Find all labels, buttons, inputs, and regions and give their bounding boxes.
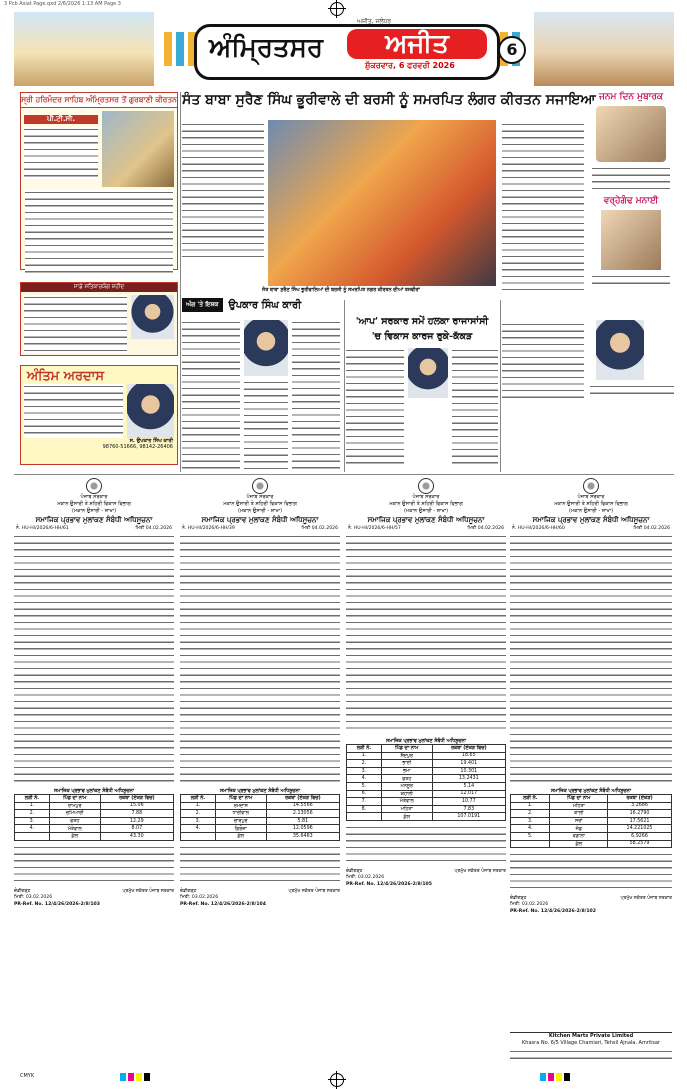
masthead-logo <box>194 18 500 80</box>
notice-reference <box>180 525 340 531</box>
notice-signoff-date-text: ਮਿਤੀ: 03.02.2026 <box>14 894 53 900</box>
notice-table-header: ਰਕਬਾ (ਏਕੜ ਵਿਚ) <box>266 795 339 803</box>
notice-signoff-date-text: ਮਿਤੀ: 03.02.2026 <box>510 902 549 908</box>
notice-2 <box>180 478 340 1070</box>
notice-table-cell: 2. <box>15 810 50 818</box>
notice-footer-text <box>510 852 672 892</box>
notice-reference <box>14 525 174 531</box>
notice-table-cell <box>181 832 216 840</box>
notice-table-cell: ਧਾਰੀਵਾਲ <box>215 810 266 818</box>
notice-table-caption: ਸਮਾਜਿਕ ਪ੍ਰਭਾਵ ਮੁਲਾਂਕਣ ਸੰਬੰਧੀ ਅਧਿਸੂਚਨਾ <box>385 739 467 744</box>
obituary-box <box>20 365 178 465</box>
notice-table-cell: ਕੋਹਾਲੀ <box>381 790 432 798</box>
notice-signoff-date <box>180 894 340 900</box>
government-seal-icon <box>418 478 434 494</box>
column-rule <box>500 300 501 472</box>
notice-date: ਮਿਤੀ 04.02.2026 <box>301 526 338 531</box>
notice-table-row <box>15 832 174 840</box>
government-seal-icon <box>252 478 268 494</box>
notice-table-header: ਪਿੰਡ ਦਾ ਨਾਮ <box>550 795 608 803</box>
notice-footer-text <box>346 825 506 865</box>
obituary-name: ਸ. ਉਪਕਾਰ ਸਿੰਘ ਕਾਰੀ <box>129 438 173 444</box>
color-patch-black <box>144 1073 150 1081</box>
section-rule <box>14 474 674 475</box>
notice-table-cell: 6.9266 <box>608 832 672 840</box>
notice-table-cell: 3. <box>347 767 382 775</box>
notice-table-cell: 3. <box>181 817 216 825</box>
anniversary-heading: ਵਰ੍ਹੇਗੰਢ ਮਨਾਈ <box>603 196 659 206</box>
masthead <box>14 12 674 86</box>
masthead-title-right: ਅਜੀਤ <box>347 29 487 59</box>
notice-table-cell: 4. <box>15 825 50 833</box>
notice-table-row <box>15 817 174 825</box>
darbar-schedule-text <box>25 190 173 274</box>
notice-table-cell <box>511 840 550 848</box>
notice-table-cell: 107.0191 <box>432 813 505 821</box>
notice-reference <box>346 525 506 531</box>
notice-table-cell: ਕਾਲੀ <box>550 810 608 818</box>
notice-table-cell: ਕੁੱਲ <box>550 840 608 848</box>
color-patch-magenta <box>548 1073 554 1081</box>
notice-table-cell: 7.83 <box>432 805 505 813</box>
notice-footer-text <box>14 845 174 885</box>
notice-body <box>346 534 506 734</box>
anniversary-text <box>592 274 670 288</box>
greetings-column <box>588 92 674 312</box>
notice-table-cell: 1. <box>511 802 550 810</box>
notice-table-cell: 15.06 <box>100 802 173 810</box>
notice-sub: (ਮਕਾਨ ਉਸਾਰੀ - ਸ਼ਾਖਾ) <box>403 508 449 514</box>
nagar-kirtan-photo <box>268 120 496 286</box>
notice-table-header: ਲੜੀ ਨੰ. <box>511 795 550 803</box>
notice-table-header: ਰਕਬਾ (ਏਕੜ ਵਿਚ) <box>100 795 173 803</box>
notice-table-cell: ਮਨਸੂਰ <box>381 782 432 790</box>
birthday-text <box>592 166 670 190</box>
notice-date: ਮਿਤੀ 04.02.2026 <box>135 526 172 531</box>
notice-table-row <box>15 802 174 810</box>
notice-table-cell: 10.301 <box>432 767 505 775</box>
notice-date: ਮਿਤੀ 04.02.2026 <box>633 526 670 531</box>
column-rule <box>180 92 181 472</box>
notice-table-header: ਰਕਬਾ (ਏਕੜ) <box>608 795 672 803</box>
lead-photo-caption: ਸੰਤ ਬਾਬਾ ਸੁਰੈਣ ਸਿੰਘ ਭੂਰੀਵਾਲਿਆਂ ਦੀ ਬਰਸੀ ਨੂੰ ਸਮਰਪਿਤ ਨਗਰ ਕੀਰਤਨ ਦੀਆਂ ਤਸਵੀਰਾਂ <box>262 288 420 293</box>
notice-table-cell: ਰਾਮਪੁਰ <box>49 802 100 810</box>
government-seal-icon <box>86 478 102 494</box>
tribute-text-3 <box>244 380 288 470</box>
portrait-photo <box>131 295 174 339</box>
notice-table-header: ਪਿੰਡ ਦਾ ਨਾਮ <box>381 745 432 753</box>
notice-table-cell: 10.77 <box>432 798 505 806</box>
notice-place: ਚੰਡੀਗੜ੍ਹ <box>180 888 197 894</box>
golden-temple-photo <box>14 12 154 86</box>
notice-table-cell: 4. <box>181 825 216 833</box>
notice-table-row <box>181 810 340 818</box>
notice-table-cell: 3. <box>15 817 50 825</box>
notice-table-header: ਪਿੰਡ ਦਾ ਨਾਮ <box>49 795 100 803</box>
notice-table-cell: 35.6463 <box>266 832 339 840</box>
notice-table-header: ਲੜੀ ਨੰ. <box>15 795 50 803</box>
obituary-heading: ਅੰਤਿਮ ਅਰਦਾਸ <box>27 369 104 384</box>
tender-address: Khasra No. 6/5 Village Chamiari, Tehsil Ajnala, Amritsar <box>522 1040 660 1046</box>
notice-dept: ਮਕਾਨ ਉਸਾਰੀ ਤੇ ਸ਼ਹਿਰੀ ਵਿਕਾਸ ਵਿਭਾਗ <box>554 501 628 507</box>
notice-office: ਪੰਜਾਬ ਸਰਕਾਰ <box>80 494 108 500</box>
second-headline-line-1: 'ਆਪ' ਸਰਕਾਰ ਸਮੇਂ ਹਲਕਾ ਰਾਜਾਸਾਂਸੀ <box>355 316 489 327</box>
notice-table-cell: 8.07 <box>100 825 173 833</box>
notice-table-cell: 5.14 <box>432 782 505 790</box>
notice-table-cell: 1. <box>181 802 216 810</box>
notice-table-cell: 7.88 <box>100 810 173 818</box>
notice-table-cell: 3. <box>511 817 550 825</box>
notice-date: ਮਿਤੀ 04.02.2026 <box>467 526 504 531</box>
notice-table-row <box>181 817 340 825</box>
notice-table-row <box>511 802 672 810</box>
notice-table-cell: ਫਤਹ <box>49 817 100 825</box>
couple-photo <box>601 210 661 270</box>
notice-table-cell: ਫ਼ਿਰੋਜ਼ਾ <box>215 825 266 833</box>
elder-caption <box>590 384 674 398</box>
notice-table-row <box>511 832 672 840</box>
color-patch-magenta <box>128 1073 134 1081</box>
slug-line: 3 Pcb Asiat Page.qxd 2/6/2026 1:13 AM Page 3 <box>4 1 121 7</box>
notice-table-row <box>511 817 672 825</box>
notice-table-row <box>181 802 340 810</box>
tribute-text-1 <box>182 320 240 470</box>
notice-table-cell: ਮਹਿਤਾ <box>381 805 432 813</box>
notice-table-cell: 3.2686 <box>608 802 672 810</box>
notice-table-cell: 4. <box>511 825 550 833</box>
notice-table-cell: 12.017 <box>432 790 505 798</box>
notice-table-cell: ਰਮਦਾਸ <box>215 802 266 810</box>
notice-table-cell: 17.5621 <box>608 817 672 825</box>
column-rule <box>344 300 345 472</box>
tribute-ad <box>20 282 178 356</box>
notice-officer: ਪ੍ਰਮੁੱਖ ਸਕੱਤਰ ਪੰਜਾਬ ਸਰਕਾਰ <box>288 888 340 894</box>
notice-table <box>180 794 340 841</box>
obituary-text <box>24 384 123 438</box>
tender-company: Kitchen Marts Private Limited <box>548 1033 634 1039</box>
notice-table-cell: 12.0596 <box>266 825 339 833</box>
notice-place: ਚੰਡੀਗੜ੍ਹ <box>510 896 527 902</box>
notice-table-row <box>347 782 506 790</box>
notice-ref-no: ਨੰ. HU-HI/2026/6-HH/61 <box>16 526 69 531</box>
notice-table-cell: ਮੱਤੇਵਾਲ <box>381 798 432 806</box>
notice-table-cell: 5. <box>511 832 550 840</box>
notice-table-caption: ਸਮਾਜਿਕ ਪ੍ਰਭਾਵ ਮੁਲਾਂਕਣ ਸੰਬੰਧੀ ਅਧਿਸੂਚਨਾ <box>219 789 301 794</box>
notice-table-header: ਪਿੰਡ ਦਾ ਨਾਮ <box>215 795 266 803</box>
notice-table-cell: ਫਤਹ <box>381 775 432 783</box>
notice-table-row <box>347 775 506 783</box>
notice-1 <box>14 478 174 1070</box>
notice-signoff-date-text: ਮਿਤੀ: 03.02.2026 <box>180 894 219 900</box>
notice-title: ਸਮਾਜਿਕ ਪ੍ਰਭਾਵ ਮੁਲਾਂਕਣ ਸੰਬੰਧੀ ਅਧਿਸੂਚਨਾ <box>201 516 319 524</box>
tribute-photo <box>244 320 288 376</box>
notice-pr-ref: PR-Ref. No. 12/4/26/2026-2/8/104 <box>180 901 266 907</box>
deceased-photo <box>127 384 174 438</box>
color-patch-cyan <box>540 1073 546 1081</box>
obituary-phone: 98760-51666, 98142-26406 <box>102 444 173 450</box>
notice-table-row <box>347 790 506 798</box>
masthead-title-left: ਅੰਮ੍ਰਿਤਸਰ <box>209 33 324 63</box>
notice-ref-no: ਨੰ. HU-HI/2026/6-HH/60 <box>512 526 565 531</box>
notice-table-cell: 14.221025 <box>608 825 672 833</box>
child-photo <box>596 106 666 162</box>
notice-table-cell: 4. <box>347 775 382 783</box>
notice-table-cell: 6. <box>347 790 382 798</box>
notice-title: ਸਮਾਜਿਕ ਪ੍ਰਭਾਵ ਮੁਲਾਂਕਣ ਸੰਬੰਧੀ ਅਧਿਸੂਚਨਾ <box>35 516 153 524</box>
notice-table-cell: 18.65 <box>432 752 505 760</box>
notice-table-cell: 2. <box>181 810 216 818</box>
notice-table-cell <box>347 813 382 821</box>
notice-sub: (ਮਕਾਨ ਉਸਾਰੀ - ਸ਼ਾਖਾ) <box>237 508 283 514</box>
notice-table-cell: 2.13056 <box>266 810 339 818</box>
notice-table-row <box>347 805 506 813</box>
notice-body <box>14 534 174 784</box>
tender-text <box>510 1049 672 1063</box>
notice-table-cell: ਕੁੱਲ <box>49 832 100 840</box>
notice-table-cell: 2. <box>511 810 550 818</box>
notice-table-row <box>511 825 672 833</box>
notice-table-row <box>511 810 672 818</box>
tribute-name: ਉਪਕਾਰ ਸਿੰਘ ਕਾਰੀ <box>228 299 302 311</box>
notice-sub: (ਮਕਾਨ ਉਸਾਰੀ - ਸ਼ਾਖਾ) <box>568 508 614 514</box>
notice-footer-text <box>180 845 340 885</box>
notice-table-row <box>347 752 506 760</box>
notice-table-row <box>181 832 340 840</box>
notice-table-cell: 16.2790 <box>608 810 672 818</box>
notice-4 <box>510 478 672 1030</box>
notice-table-row <box>511 840 672 848</box>
notice-table <box>14 794 174 841</box>
notice-pr-ref: PR-Ref. No. 12/4/26/2026-2/8/102 <box>510 909 596 915</box>
notice-signoff-date <box>346 874 506 880</box>
notice-dept: ਮਕਾਨ ਉਸਾਰੀ ਤੇ ਸ਼ਹਿਰੀ ਵਿਕਾਸ ਵਿਭਾਗ <box>57 501 131 507</box>
notice-signoff-date <box>510 901 672 907</box>
leader-photo <box>408 348 448 398</box>
notice-table-header: ਲੜੀ ਨੰ. <box>347 745 382 753</box>
lead-story-rule <box>182 262 264 264</box>
notice-signoff-date-text: ਮਿਤੀ: 03.02.2026 <box>346 874 385 880</box>
notice-table-cell: ਭਾਈ <box>381 760 432 768</box>
notice-table-cell: 43.30 <box>100 832 173 840</box>
notice-table-cell: 2. <box>347 760 382 768</box>
masthead-tagline: ਅਜੀਤ, ਜਲੰਧਰ <box>357 18 392 25</box>
notice-table-cell: ਜੰਡ <box>550 825 608 833</box>
notice-table-cell: 58.2579 <box>608 840 672 848</box>
notice-table-cell: 1. <box>347 752 382 760</box>
notice-office: ਪੰਜਾਬ ਸਰਕਾਰ <box>246 494 274 500</box>
channel-label: ਪੀ.ਟੀ.ਸੀ. <box>24 115 98 124</box>
color-patch-yellow <box>136 1073 142 1081</box>
tribute-strip <box>182 296 342 314</box>
elder-photo <box>596 320 644 380</box>
notice-table-header: ਲੜੀ ਨੰ. <box>181 795 216 803</box>
notice-table-cell: ਕੁੱਲ <box>215 832 266 840</box>
notice-table-cell: 5. <box>347 782 382 790</box>
golden-temple-image <box>102 111 174 187</box>
notice-table <box>346 744 506 821</box>
second-headline-line-2: 'ਚ ਵਿਕਾਸ ਕਾਰਜ ਰੁਕੇ-ਕੱਕੜ <box>371 331 473 342</box>
government-seal-icon <box>583 478 599 494</box>
second-story-text-2 <box>452 348 498 466</box>
tribute-text-2 <box>292 320 340 470</box>
notice-dept: ਮਕਾਨ ਉਸਾਰੀ ਤੇ ਸ਼ਹਿਰੀ ਵਿਕਾਸ ਵਿਭਾਗ <box>389 501 463 507</box>
color-patch-yellow <box>556 1073 562 1081</box>
registration-mark-icon <box>330 1073 344 1087</box>
lead-headline: ਸੰਤ ਬਾਬਾ ਸੁਰੈਣ ਸਿੰਘ ਭੂਰੀਵਾਲੇ ਦੀ ਬਰਸੀ ਨੂੰ ਸਮਰਪਿਤ ਲੰਗਰ ਕੀਰਤਨ ਸਜਾਇਆ <box>182 92 596 108</box>
notice-signoff-date <box>14 894 174 900</box>
darbar-title: ਸ੍ਰੀ ਹਰਿਮੰਦਰ ਸਾਹਿਬ ਅੰਮ੍ਰਿਤਸਰ ਤੋਂ ਗੁਰਬਾਣੀ ਕੀਰਤਨ <box>21 93 177 108</box>
page-number: 6 <box>498 36 526 64</box>
notice-table-caption: ਸਮਾਜਿਕ ਪ੍ਰਭਾਵ ਮੁਲਾਂਕਣ ਸੰਬੰਧੀ ਅਧਿਸੂਚਨਾ <box>53 789 135 794</box>
notice-table-cell: ਭੋਮਾ <box>381 767 432 775</box>
notice-table-cell: ਕੁੱਲ <box>381 813 432 821</box>
notice-table-cell: ਵਡਾਲਾ <box>550 832 608 840</box>
tender-notice <box>510 1032 672 1067</box>
notice-table-row <box>15 825 174 833</box>
notice-table-cell: 14.5566 <box>266 802 339 810</box>
notice-table-cell: ਚਾਰਪੁਰ <box>215 817 266 825</box>
notice-office: ਪੰਜਾਬ ਸਰਕਾਰ <box>412 494 440 500</box>
notice-table-row <box>347 760 506 768</box>
tribute-ad-text <box>24 295 127 353</box>
notice-table-cell: ਮੱਤੇਵਾਲ <box>49 825 100 833</box>
tribute-label: ਅੰਗ 'ਤੇ ਇਸ਼ਕ <box>182 298 223 312</box>
lead-story-text-2 <box>502 122 584 292</box>
notice-table-cell: ਸਰਾਂ <box>550 817 608 825</box>
notice-table-cell <box>15 832 50 840</box>
notice-table-cell: 1. <box>15 802 50 810</box>
tribute-ad-title: ਸਾਡੇ ਸਤਿਕਾਰਯੋਗ ਸ਼ਹੀਦ <box>21 283 177 292</box>
notice-table-header: ਰਕਬਾ (ਏਕੜ ਵਿਚ) <box>432 745 505 753</box>
notice-table-caption: ਸਮਾਜਿਕ ਪ੍ਰਭਾਵ ਮੁਲਾਂਕਣ ਸੰਬੰਧੀ ਅਧਿਸੂਚਨਾ <box>550 789 632 794</box>
color-code: CMYK <box>20 1073 35 1079</box>
notice-table-row <box>347 813 506 821</box>
notice-officer: ਪ੍ਰਮੁੱਖ ਸਕੱਤਰ ਪੰਜਾਬ ਸਰਕਾਰ <box>620 896 672 902</box>
second-headline <box>346 314 498 344</box>
notice-table-row <box>181 825 340 833</box>
notice-sub: (ਮਕਾਨ ਉਸਾਰੀ - ਸ਼ਾਖਾ) <box>71 508 117 514</box>
notice-place: ਚੰਡੀਗੜ੍ਹ <box>14 888 31 894</box>
second-story-text-1 <box>346 348 404 466</box>
masthead-date: ਸ਼ੁੱਕਰਵਾਰ, 6 ਫਰਵਰੀ 2026 <box>365 61 455 70</box>
notice-table-cell: ਚਮਿਆਰੀ <box>49 810 100 818</box>
notice-title: ਸਮਾਜਿਕ ਪ੍ਰਭਾਵ ਮੁਲਾਂਕਣ ਸੰਬੰਧੀ ਅਧਿਸੂਚਨਾ <box>367 516 485 524</box>
notice-ref-no: ਨੰ. HU-HI/2026/6-HH/57 <box>348 526 401 531</box>
color-patch-cyan <box>120 1073 126 1081</box>
notice-body <box>180 534 340 784</box>
notice-dept: ਮਕਾਨ ਉਸਾਰੀ ਤੇ ਸ਼ਹਿਰੀ ਵਿਕਾਸ ਵਿਭਾਗ <box>223 501 297 507</box>
notice-body <box>510 534 672 784</box>
notice-pr-ref: PR-Ref. No. 12/4/26/2026-2/8/105 <box>346 881 432 887</box>
notice-place: ਚੰਡੀਗੜ੍ਹ <box>346 868 363 874</box>
notice-pr-ref: PR-Ref. No. 12/4/26/2026-2/8/103 <box>14 901 100 907</box>
color-patch-black <box>564 1073 570 1081</box>
notice-table <box>510 794 672 848</box>
lead-story-text-1 <box>182 122 264 262</box>
notice-officer: ਪ੍ਰਮੁੱਖ ਸਕੱਤਰ ਪੰਜਾਬ ਸਰਕਾਰ <box>122 888 174 894</box>
notice-table-row <box>347 798 506 806</box>
notice-table-cell: 7. <box>347 798 382 806</box>
notice-table-row <box>347 767 506 775</box>
notice-reference <box>510 525 672 531</box>
darbar-text <box>24 127 98 179</box>
notice-office: ਪੰਜਾਬ ਸਰਕਾਰ <box>577 494 605 500</box>
heritage-photo <box>534 12 674 86</box>
notice-title: ਸਮਾਜਿਕ ਪ੍ਰਭਾਵ ਮੁਲਾਂਕਣ ਸੰਬੰਧੀ ਅਧਿਸੂਚਨਾ <box>532 516 650 524</box>
notice-table-cell: 19.401 <box>432 760 505 768</box>
second-story-text-3 <box>502 322 584 402</box>
notice-table-cell: ਸੈਦਪੁਰ <box>381 752 432 760</box>
notice-table-row <box>15 810 174 818</box>
notice-table-cell: ਮਹਿਤਾ <box>550 802 608 810</box>
masthead-center <box>164 12 524 86</box>
notice-3 <box>346 478 506 1070</box>
darbar-sahib-box <box>20 92 178 270</box>
birthday-heading: ਜਨਮ ਦਿਨ ਮੁਬਾਰਕ <box>598 92 663 102</box>
notice-table-cell: 5.81 <box>266 817 339 825</box>
notice-table-cell: 12.29 <box>100 817 173 825</box>
notice-table-cell: 13.2431 <box>432 775 505 783</box>
notice-table-cell: 8. <box>347 805 382 813</box>
notice-officer: ਪ੍ਰਮੁੱਖ ਸਕੱਤਰ ਪੰਜਾਬ ਸਰਕਾਰ <box>454 868 506 874</box>
notice-ref-no: ਨੰ. HU-HI/2026/6-HH/39 <box>182 526 235 531</box>
